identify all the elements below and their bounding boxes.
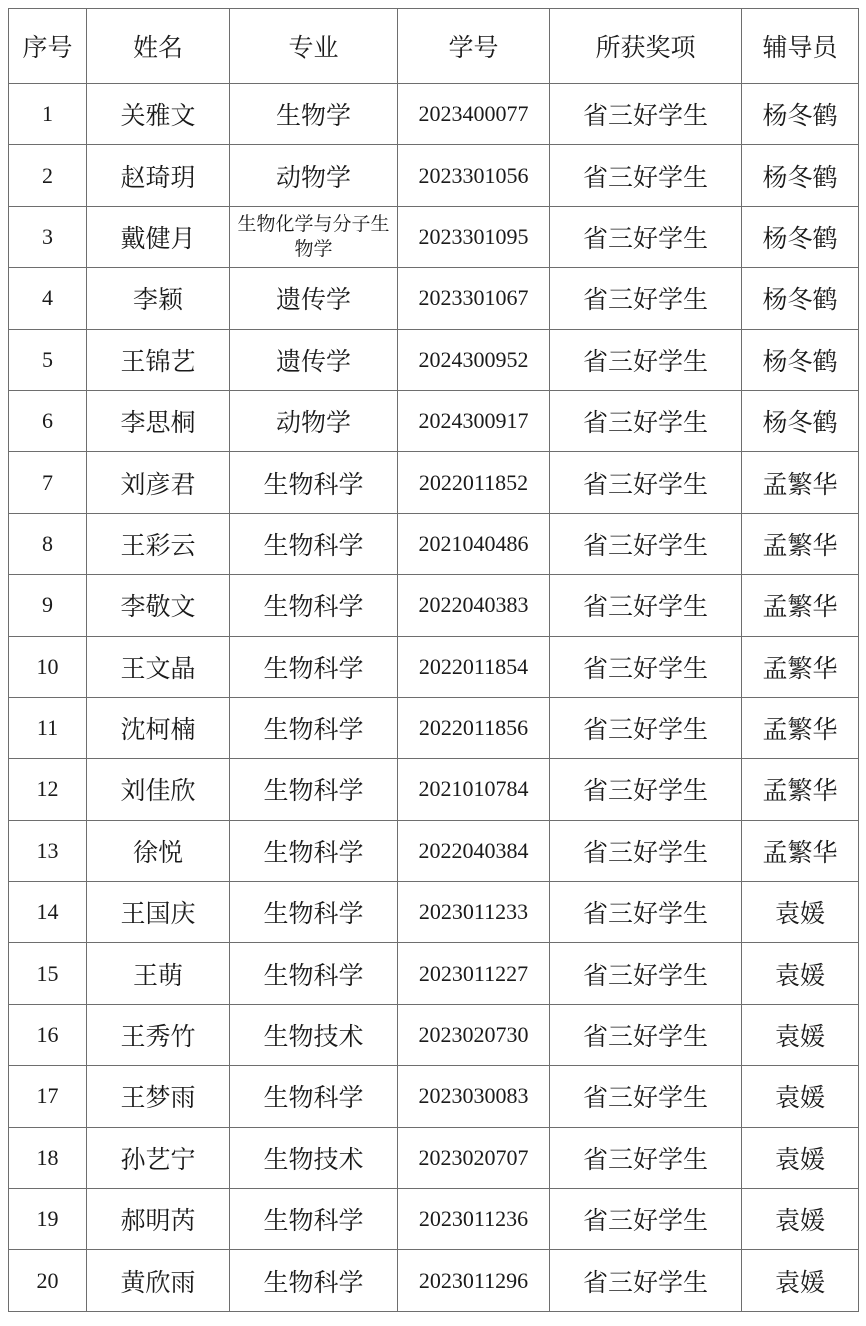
cell-major: 生物科学 bbox=[230, 575, 398, 636]
cell-name: 刘佳欣 bbox=[87, 759, 230, 820]
table-row bbox=[9, 206, 859, 267]
cell-index: 9 bbox=[9, 575, 87, 636]
table-row bbox=[9, 268, 859, 329]
cell-name: 郝明芮 bbox=[87, 1189, 230, 1250]
table-row bbox=[9, 1127, 859, 1188]
cell-award: 省三好学生 bbox=[550, 759, 742, 820]
cell-major: 生物科学 bbox=[230, 1250, 398, 1311]
header-counselor: 辅导员 bbox=[742, 9, 859, 84]
table-row bbox=[9, 697, 859, 758]
cell-counselor: 杨冬鹤 bbox=[742, 145, 859, 206]
cell-award: 省三好学生 bbox=[550, 943, 742, 1004]
cell-index: 4 bbox=[9, 268, 87, 329]
table-row bbox=[9, 636, 859, 697]
cell-name: 王彩云 bbox=[87, 513, 230, 574]
header-award: 所获奖项 bbox=[550, 9, 742, 84]
cell-name: 孙艺宁 bbox=[87, 1127, 230, 1188]
cell-name: 王国庆 bbox=[87, 882, 230, 943]
cell-student-id: 2022011856 bbox=[398, 697, 550, 758]
cell-counselor: 袁媛 bbox=[742, 1250, 859, 1311]
cell-student-id: 2023400077 bbox=[398, 84, 550, 145]
table-row bbox=[9, 820, 859, 881]
cell-index: 14 bbox=[9, 882, 87, 943]
cell-name: 李思桐 bbox=[87, 390, 230, 451]
cell-award: 省三好学生 bbox=[550, 145, 742, 206]
cell-student-id: 2023301056 bbox=[398, 145, 550, 206]
cell-student-id: 2024300952 bbox=[398, 329, 550, 390]
cell-counselor: 袁媛 bbox=[742, 1004, 859, 1065]
table-row bbox=[9, 452, 859, 513]
cell-major: 遗传学 bbox=[230, 268, 398, 329]
cell-major: 动物学 bbox=[230, 145, 398, 206]
cell-student-id: 2023011236 bbox=[398, 1189, 550, 1250]
cell-student-id: 2023020730 bbox=[398, 1004, 550, 1065]
table-row bbox=[9, 759, 859, 820]
cell-name: 沈柯楠 bbox=[87, 697, 230, 758]
cell-counselor: 孟繁华 bbox=[742, 697, 859, 758]
cell-counselor: 孟繁华 bbox=[742, 513, 859, 574]
cell-award: 省三好学生 bbox=[550, 1066, 742, 1127]
cell-index: 8 bbox=[9, 513, 87, 574]
cell-major: 生物科学 bbox=[230, 697, 398, 758]
cell-student-id: 2023030083 bbox=[398, 1066, 550, 1127]
cell-award: 省三好学生 bbox=[550, 697, 742, 758]
cell-student-id: 2023301067 bbox=[398, 268, 550, 329]
table-row bbox=[9, 390, 859, 451]
cell-counselor: 袁媛 bbox=[742, 1127, 859, 1188]
cell-index: 18 bbox=[9, 1127, 87, 1188]
cell-major: 生物科学 bbox=[230, 820, 398, 881]
table-row bbox=[9, 513, 859, 574]
table-row bbox=[9, 1004, 859, 1065]
cell-counselor: 袁媛 bbox=[742, 882, 859, 943]
cell-counselor: 杨冬鹤 bbox=[742, 268, 859, 329]
cell-award: 省三好学生 bbox=[550, 452, 742, 513]
cell-counselor: 杨冬鹤 bbox=[742, 206, 859, 267]
cell-student-id: 2023301095 bbox=[398, 206, 550, 267]
cell-major: 动物学 bbox=[230, 390, 398, 451]
cell-major: 生物科学 bbox=[230, 882, 398, 943]
cell-index: 13 bbox=[9, 820, 87, 881]
cell-major: 生物化学与分子生物学 bbox=[230, 206, 398, 267]
table-row bbox=[9, 329, 859, 390]
cell-index: 1 bbox=[9, 84, 87, 145]
cell-name: 黄欣雨 bbox=[87, 1250, 230, 1311]
cell-counselor: 杨冬鹤 bbox=[742, 84, 859, 145]
cell-award: 省三好学生 bbox=[550, 1004, 742, 1065]
cell-name: 王梦雨 bbox=[87, 1066, 230, 1127]
cell-index: 2 bbox=[9, 145, 87, 206]
cell-index: 7 bbox=[9, 452, 87, 513]
cell-student-id: 2022040383 bbox=[398, 575, 550, 636]
cell-name: 王秀竹 bbox=[87, 1004, 230, 1065]
cell-major: 遗传学 bbox=[230, 329, 398, 390]
cell-name: 戴健月 bbox=[87, 206, 230, 267]
cell-counselor: 孟繁华 bbox=[742, 636, 859, 697]
cell-counselor: 孟繁华 bbox=[742, 575, 859, 636]
cell-name: 徐悦 bbox=[87, 820, 230, 881]
cell-award: 省三好学生 bbox=[550, 206, 742, 267]
cell-award: 省三好学生 bbox=[550, 1127, 742, 1188]
cell-major: 生物科学 bbox=[230, 513, 398, 574]
cell-name: 赵琦玥 bbox=[87, 145, 230, 206]
cell-student-id: 2021040486 bbox=[398, 513, 550, 574]
table-row bbox=[9, 575, 859, 636]
cell-major: 生物科学 bbox=[230, 1189, 398, 1250]
header-name: 姓名 bbox=[87, 9, 230, 84]
cell-student-id: 2023011233 bbox=[398, 882, 550, 943]
cell-counselor: 孟繁华 bbox=[742, 759, 859, 820]
cell-name: 关雅文 bbox=[87, 84, 230, 145]
cell-name: 李颖 bbox=[87, 268, 230, 329]
cell-student-id: 2022040384 bbox=[398, 820, 550, 881]
table-row bbox=[9, 943, 859, 1004]
cell-student-id: 2023020707 bbox=[398, 1127, 550, 1188]
cell-major: 生物技术 bbox=[230, 1127, 398, 1188]
cell-student-id: 2022011854 bbox=[398, 636, 550, 697]
cell-name: 王文晶 bbox=[87, 636, 230, 697]
table-row bbox=[9, 145, 859, 206]
cell-index: 16 bbox=[9, 1004, 87, 1065]
table-row bbox=[9, 1066, 859, 1127]
table-header bbox=[9, 9, 859, 84]
cell-counselor: 袁媛 bbox=[742, 1066, 859, 1127]
cell-award: 省三好学生 bbox=[550, 820, 742, 881]
cell-counselor: 袁媛 bbox=[742, 943, 859, 1004]
cell-index: 19 bbox=[9, 1189, 87, 1250]
cell-major: 生物科学 bbox=[230, 636, 398, 697]
cell-award: 省三好学生 bbox=[550, 513, 742, 574]
table-row bbox=[9, 1189, 859, 1250]
cell-award: 省三好学生 bbox=[550, 84, 742, 145]
cell-index: 20 bbox=[9, 1250, 87, 1311]
cell-name: 李敬文 bbox=[87, 575, 230, 636]
cell-award: 省三好学生 bbox=[550, 882, 742, 943]
cell-counselor: 杨冬鹤 bbox=[742, 329, 859, 390]
cell-name: 王萌 bbox=[87, 943, 230, 1004]
cell-counselor: 杨冬鹤 bbox=[742, 390, 859, 451]
header-student-id: 学号 bbox=[398, 9, 550, 84]
cell-award: 省三好学生 bbox=[550, 1189, 742, 1250]
table-body bbox=[9, 84, 859, 1312]
table-row bbox=[9, 84, 859, 145]
table-row bbox=[9, 882, 859, 943]
cell-award: 省三好学生 bbox=[550, 268, 742, 329]
cell-index: 5 bbox=[9, 329, 87, 390]
cell-major: 生物技术 bbox=[230, 1004, 398, 1065]
header-row bbox=[9, 9, 859, 84]
cell-award: 省三好学生 bbox=[550, 575, 742, 636]
cell-name: 王锦艺 bbox=[87, 329, 230, 390]
cell-award: 省三好学生 bbox=[550, 636, 742, 697]
cell-index: 15 bbox=[9, 943, 87, 1004]
header-major: 专业 bbox=[230, 9, 398, 84]
cell-major: 生物科学 bbox=[230, 759, 398, 820]
cell-name: 刘彦君 bbox=[87, 452, 230, 513]
cell-student-id: 2024300917 bbox=[398, 390, 550, 451]
header-index: 序号 bbox=[9, 9, 87, 84]
cell-major: 生物学 bbox=[230, 84, 398, 145]
cell-counselor: 孟繁华 bbox=[742, 820, 859, 881]
cell-major: 生物科学 bbox=[230, 1066, 398, 1127]
cell-index: 17 bbox=[9, 1066, 87, 1127]
cell-award: 省三好学生 bbox=[550, 1250, 742, 1311]
cell-counselor: 孟繁华 bbox=[742, 452, 859, 513]
cell-index: 12 bbox=[9, 759, 87, 820]
cell-student-id: 2022011852 bbox=[398, 452, 550, 513]
cell-index: 6 bbox=[9, 390, 87, 451]
cell-major: 生物科学 bbox=[230, 452, 398, 513]
cell-student-id: 2023011227 bbox=[398, 943, 550, 1004]
cell-index: 10 bbox=[9, 636, 87, 697]
cell-index: 3 bbox=[9, 206, 87, 267]
cell-award: 省三好学生 bbox=[550, 329, 742, 390]
cell-student-id: 2023011296 bbox=[398, 1250, 550, 1311]
cell-major: 生物科学 bbox=[230, 943, 398, 1004]
table-row bbox=[9, 1250, 859, 1311]
cell-counselor: 袁媛 bbox=[742, 1189, 859, 1250]
cell-index: 11 bbox=[9, 697, 87, 758]
awards-table bbox=[8, 8, 859, 1312]
cell-award: 省三好学生 bbox=[550, 390, 742, 451]
cell-student-id: 2021010784 bbox=[398, 759, 550, 820]
